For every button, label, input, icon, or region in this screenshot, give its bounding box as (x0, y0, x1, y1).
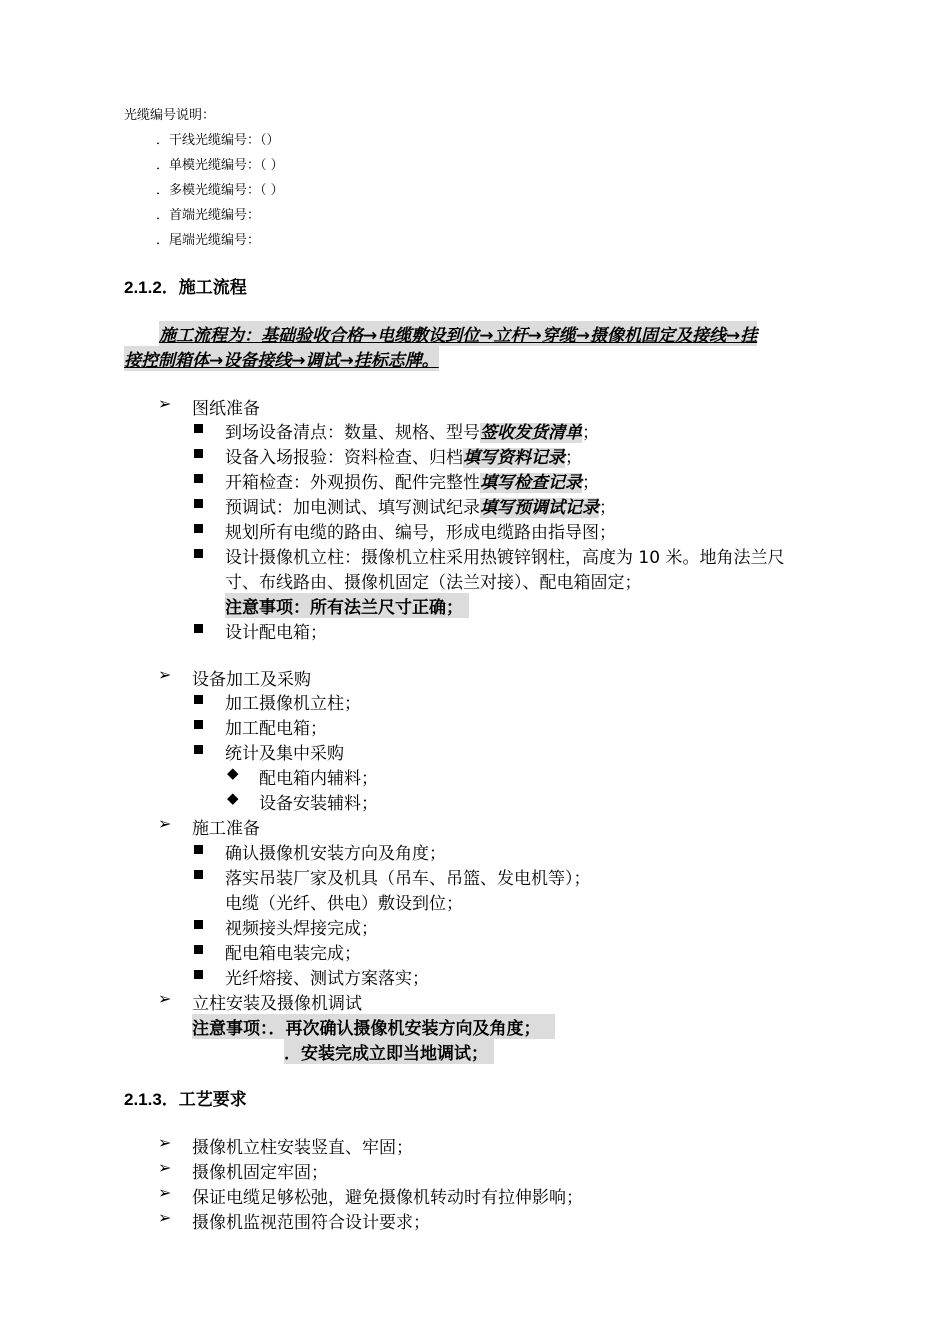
prep-item: 配电箱电装完成； (225, 944, 361, 964)
group-title-prep: 施工准备 (192, 819, 260, 839)
install-note-line2: ．安装完成立即当地调试； (284, 1039, 494, 1064)
square-bullet-icon (194, 970, 203, 979)
square-bullet-icon (194, 870, 203, 879)
prep-item: 确认摄像机安装方向及角度； (225, 844, 446, 864)
item-end: ； (565, 448, 582, 468)
construction-flow-line2: 接控制箱体→设备接线→调试→挂标志牌。 (124, 346, 439, 371)
group-title-processing: 设备加工及采购 (192, 670, 311, 690)
processing-sub-item: 配电箱内辅料； (259, 769, 378, 789)
processing-item: 加工摄像机立柱； (225, 694, 361, 714)
drawings-pole-line2: 寸、布线路由、摄像机固定（法兰对接）、配电箱固定； (225, 573, 642, 593)
drawings-item (225, 493, 616, 518)
drawings-pole-note: 注意事项：所有法兰尺寸正确； (225, 593, 469, 618)
install-note-line1: 注意事项：．再次确认摄像机安装方向及角度； (192, 1014, 555, 1039)
item-bold: 填写资料记录 (463, 448, 565, 468)
arrow-bullet-icon: ➢ (158, 1183, 172, 1202)
item-bold: 签收发货清单 (480, 423, 582, 443)
item-bold: 填写预调试记录 (480, 498, 599, 518)
square-bullet-icon (194, 745, 203, 754)
requirement-item: 摄像机固定牢固； (192, 1163, 328, 1183)
square-bullet-icon (194, 499, 203, 508)
arrow-bullet-icon: ➢ (158, 1133, 172, 1152)
drawings-item (225, 468, 599, 493)
diamond-bullet-icon: ◆ (227, 764, 239, 782)
cable-number-item: ．单模光缆编号：（ ） (156, 158, 284, 173)
drawings-route-item: 规划所有电缆的路由、编号，形成电缆路由指导图； (225, 523, 616, 543)
prep-cable-line: 电缆（光纤、供电）敷设到位； (225, 894, 463, 914)
cable-number-item: ．多模光缆编号：（ ） (156, 183, 284, 198)
arrow-bullet-icon: ➢ (158, 665, 172, 684)
item-end: ； (582, 473, 599, 493)
construction-flow-line1: 施工流程为：基础验收合格→电缆敷设到位→立杆→穿缆→摄像机固定及接线→挂 (159, 321, 757, 346)
square-bullet-icon (194, 424, 203, 433)
square-bullet-icon (194, 474, 203, 483)
arrow-bullet-icon: ➢ (158, 1208, 172, 1227)
prep-item: 光纤熔接、测试方案落实； (225, 969, 429, 989)
item-end: ； (582, 423, 599, 443)
processing-item: 加工配电箱； (225, 719, 327, 739)
drawings-box-item: 设计配电箱； (225, 623, 327, 643)
arrow-bullet-icon: ➢ (158, 989, 172, 1008)
square-bullet-icon (194, 695, 203, 704)
square-bullet-icon (194, 624, 203, 633)
requirement-item: 摄像机监视范围符合设计要求； (192, 1213, 430, 1233)
square-bullet-icon (194, 449, 203, 458)
item-end: ； (599, 498, 616, 518)
arrow-bullet-icon: ➢ (158, 814, 172, 833)
requirement-item: 保证电缆足够松弛，避免摄像机转动时有拉伸影响； (192, 1188, 583, 1208)
square-bullet-icon (194, 720, 203, 729)
item-bold: 填写检查记录 (480, 473, 582, 493)
square-bullet-icon (194, 549, 203, 558)
drawings-pole-line1: 设计摄像机立柱：摄像机立柱采用热镀锌钢柱，高度为 10 米。地角法兰尺 (225, 548, 785, 568)
square-bullet-icon (194, 945, 203, 954)
section-heading-212: 2.1.2．施工流程 (124, 278, 247, 297)
item-text: 预调试：加电测试、填写测试纪录 (225, 498, 480, 518)
processing-sub-item: 设备安装辅料； (259, 794, 378, 814)
processing-item: 统计及集中采购 (225, 744, 344, 764)
drawings-item (225, 443, 582, 468)
square-bullet-icon (194, 920, 203, 929)
arrow-bullet-icon: ➢ (158, 1158, 172, 1177)
group-title-install: 立柱安装及摄像机调试 (192, 994, 362, 1014)
square-bullet-icon (194, 845, 203, 854)
prep-item: 视频接头焊接完成； (225, 919, 378, 939)
section-heading-213: 2.1.3．工艺要求 (124, 1090, 247, 1109)
cable-number-item: ．干线光缆编号：（） (156, 133, 280, 148)
square-bullet-icon (194, 524, 203, 533)
diamond-bullet-icon: ◆ (227, 789, 239, 807)
cable-numbering-title: 光缆编号说明： (124, 108, 216, 123)
item-text: 到场设备清点：数量、规格、型号 (225, 423, 480, 443)
item-text: 设备入场报验：资料检查、归档 (225, 448, 463, 468)
arrow-bullet-icon: ➢ (158, 394, 172, 413)
prep-item: 落实吊装厂家及机具（吊车、吊篮、发电机等）； (225, 869, 591, 889)
cable-number-item: ．尾端光缆编号： (156, 233, 261, 248)
drawings-item (225, 418, 599, 443)
cable-number-item: ．首端光缆编号： (156, 208, 261, 223)
group-title-drawings: 图纸准备 (192, 399, 260, 419)
requirement-item: 摄像机立柱安装竖直、牢固； (192, 1138, 413, 1158)
item-text: 开箱检查：外观损伤、配件完整性 (225, 473, 480, 493)
